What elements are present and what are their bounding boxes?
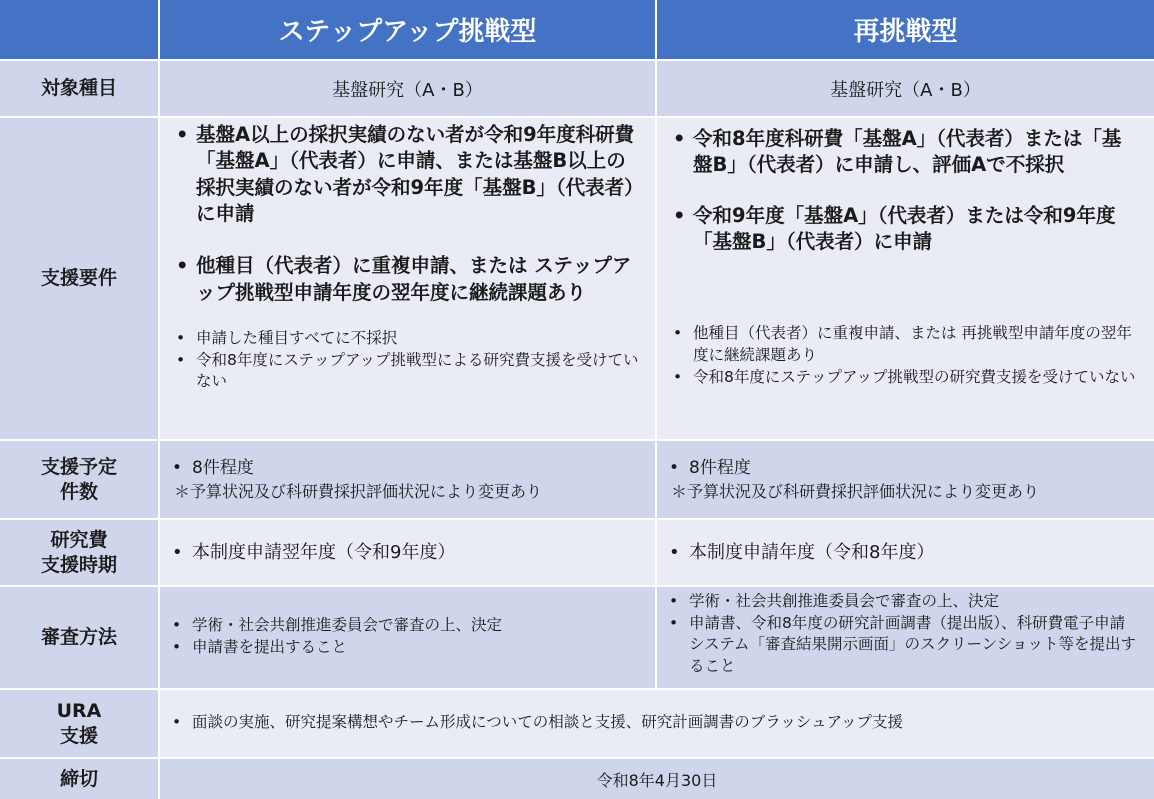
list-item: • 令和8年度にステップアップ挑戦型の研究費支援を受けていない: [671, 367, 1140, 389]
requirements-retry-main-list: [671, 126, 1140, 255]
list-item: • 8件程度: [170, 457, 641, 481]
list-item: • 令和8年度にステップアップ挑戦型による研究費支援を受けていない: [174, 350, 641, 393]
list-item: • 令和8年度科研費「基盤A」（代表者）または「基盤B」（代表者）に申請し、評価Aで不採択: [671, 126, 1140, 179]
deadline-value: 令和8年4月30日: [160, 759, 1154, 799]
requirements-step-up-main-list: [174, 122, 641, 306]
row-label-ura: URA 支援: [0, 690, 158, 757]
list-item: • 申請書、令和8年度の研究計画調書（提出版）、科研費電子申請システム「審査結果開示画面」のスクリーンショット等を提出すること: [667, 613, 1140, 678]
header-corner: [0, 0, 158, 59]
timing-step-up: [160, 520, 655, 585]
list-item: • 8件程度: [667, 457, 1140, 481]
list-item: • 申請した種目すべてに不採択: [174, 328, 641, 350]
planned-retry-note: ＊予算状況及び科研費採択評価状況により変更あり: [671, 481, 1040, 501]
requirements-retry-sub-list: [671, 323, 1140, 388]
header-retry-label: 再挑戦型: [853, 17, 958, 47]
requirements-step-up-sub-list: [174, 328, 641, 393]
row-label-timing: 研究費 支援時期: [0, 520, 158, 585]
requirements-step-up: [160, 118, 655, 439]
row-label-planned: 支援予定 件数: [0, 441, 158, 518]
row-label-deadline: 締切: [0, 759, 158, 799]
header-step-up-label: ステップアップ挑戦型: [278, 17, 537, 47]
list-item: • 学術・社会共創推進委員会で審査の上、決定: [170, 615, 641, 637]
list-item: • 他種目（代表者）に重複申請、または 再挑戦型申請年度の翌年度に継続課題あり: [671, 323, 1140, 366]
list-item: • 申請書を提出すること: [170, 637, 641, 659]
planned-step-up-note: ＊予算状況及び科研費採択評価状況により変更あり: [174, 481, 543, 501]
list-item: • 他種目（代表者）に重複申請、または ステップアップ挑戦型申請年度の翌年度に継続課題あり: [174, 253, 641, 306]
timing-retry: [657, 520, 1154, 585]
list-item: • 令和9年度「基盤A」（代表者）または令和9年度「基盤B」（代表者）に申請: [671, 203, 1140, 256]
requirements-retry: [657, 118, 1154, 439]
target-retry: 基盤研究（A・B）: [657, 61, 1154, 116]
list-item: • 本制度申請年度（令和8年度）: [667, 540, 1140, 565]
review-retry: [657, 587, 1154, 688]
target-step-up: 基盤研究（A・B）: [160, 61, 655, 116]
list-item: • 基盤A以上の採択実績のない者が令和9年度科研費「基盤A」（代表者）に申請、または基盤B以上の採択実績のない者が令和9年度「基盤B」（代表者）に申請: [174, 122, 641, 227]
row-label-review: 審査方法: [0, 587, 158, 688]
list-item: • 学術・社会共創推進委員会で審査の上、決定: [667, 591, 1140, 613]
row-label-target: 対象種目: [0, 61, 158, 116]
list-item: • 本制度申請翌年度（令和9年度）: [170, 540, 641, 565]
header-retry: [657, 0, 1154, 59]
review-step-up: [160, 587, 655, 688]
header-step-up: [160, 0, 655, 59]
row-label-requirements: 支援要件: [0, 118, 158, 439]
planned-step-up: [160, 441, 655, 518]
list-item: • 面談の実施、研究提案構想やチーム形成についての相談と支援、研究計画調書のブラッシュアップ支援: [170, 712, 1140, 734]
planned-retry: [657, 441, 1154, 518]
ura-support: [160, 690, 1154, 757]
